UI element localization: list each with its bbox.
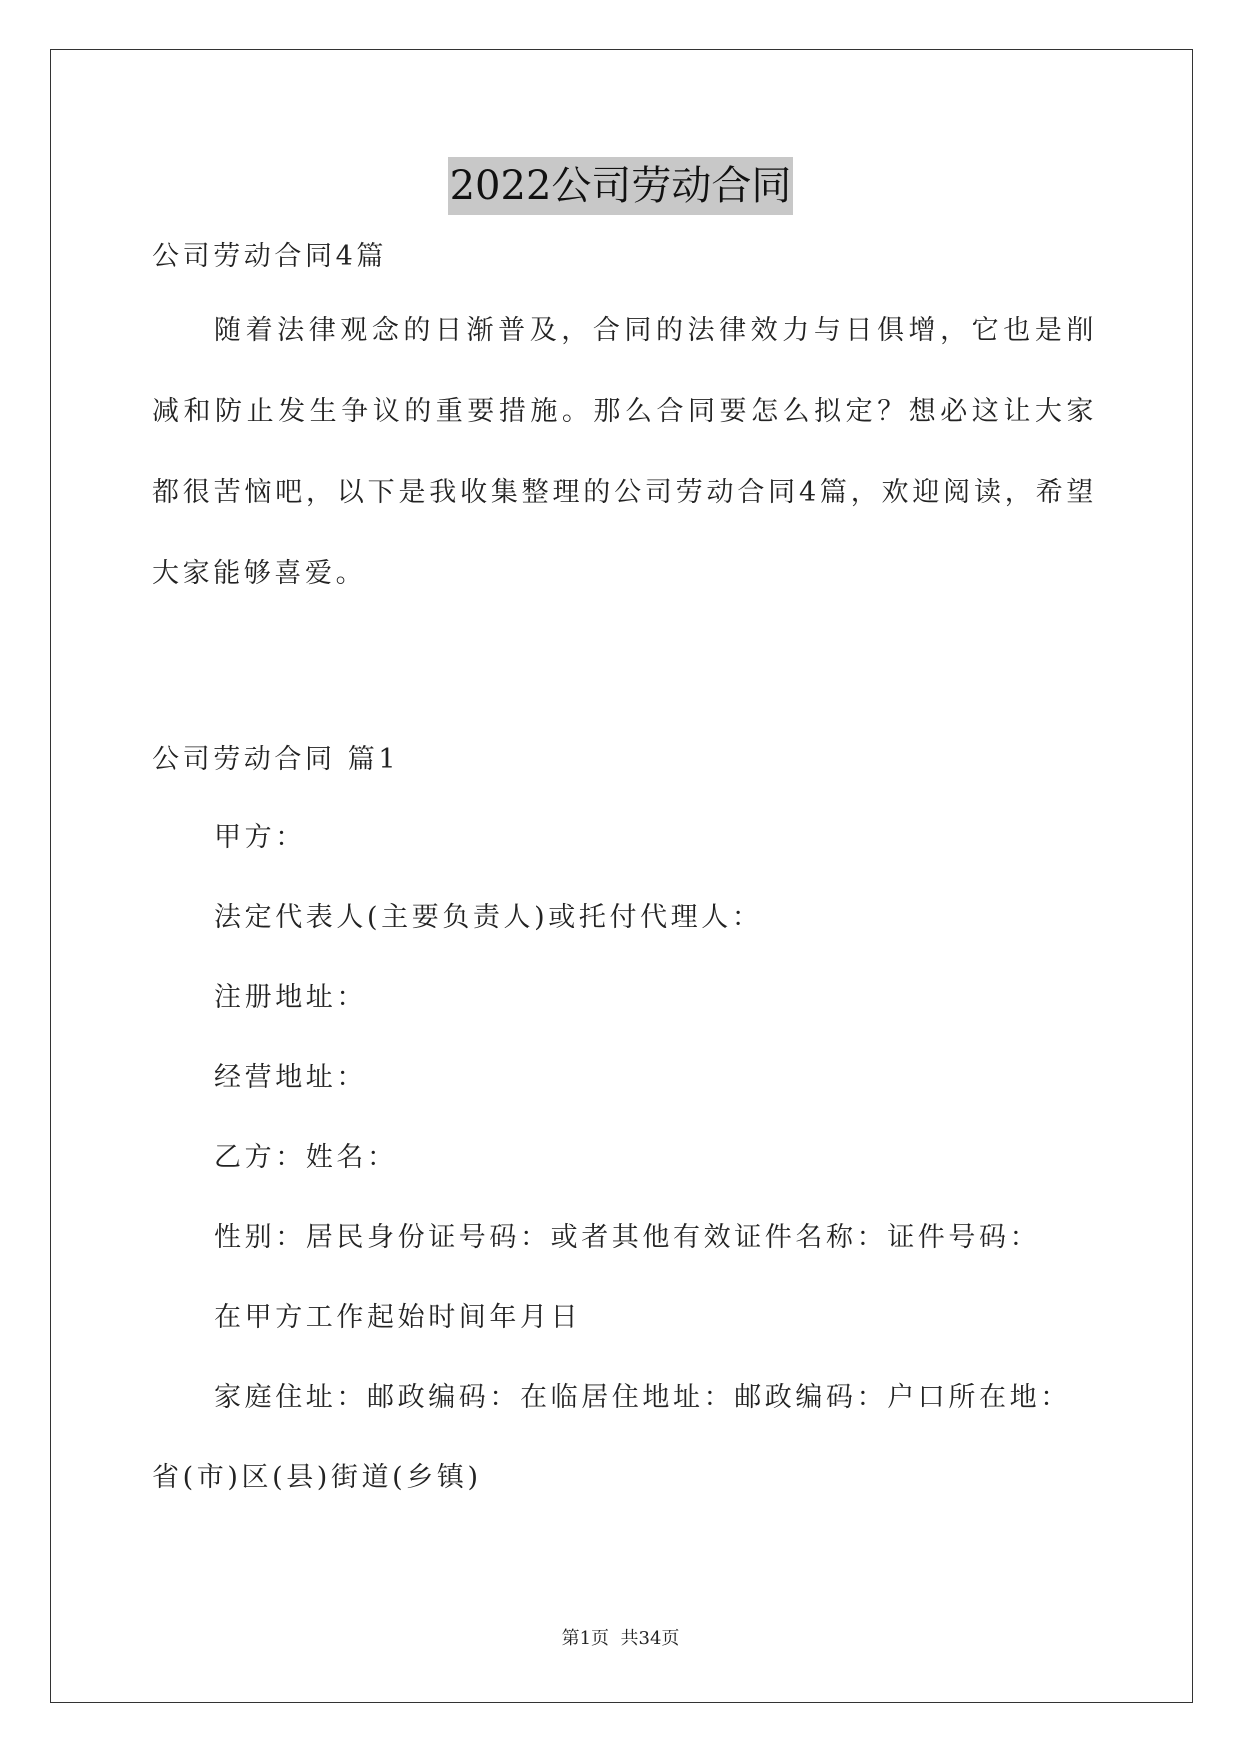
page-footer	[0, 1627, 1241, 1651]
field-business-address: 经营地址：	[214, 1062, 367, 1093]
field-registered-address: 注册地址：	[214, 982, 367, 1013]
page-number-label: 第1页 共34页	[561, 1628, 680, 1649]
document-subtitle: 公司劳动合同4篇	[152, 241, 387, 272]
field-party-a: 甲方：	[214, 822, 306, 853]
field-start-date: 在甲方工作起始时间年月日	[214, 1302, 582, 1333]
address-line: 省(市)区(县)街道(乡镇)	[152, 1462, 482, 1493]
title-container	[0, 157, 1241, 215]
field-legal-representative: 法定代表人(主要负责人)或托付代理人：	[214, 902, 763, 933]
field-party-b-name: 乙方：姓名：	[214, 1142, 398, 1173]
intro-paragraph: 随着法律观念的日渐普及，合同的法律效力与日俱增，它也是削减和防止发生争议的重要措施。那么合同要怎么拟定？想必这让大家都很苦恼吧，以下是我收集整理的公司劳动合同4篇，欢迎阅读，希望大家能够喜爱。	[152, 315, 1097, 589]
section-heading: 公司劳动合同 篇1	[152, 744, 400, 775]
document-title: 2022公司劳动合同	[448, 157, 794, 215]
field-home-address: 家庭住址：邮政编码：在临居住地址：邮政编码：户口所在地：	[214, 1382, 1071, 1413]
field-gender-id: 性别：居民身份证号码：或者其他有效证件名称：证件号码：	[214, 1222, 1041, 1253]
